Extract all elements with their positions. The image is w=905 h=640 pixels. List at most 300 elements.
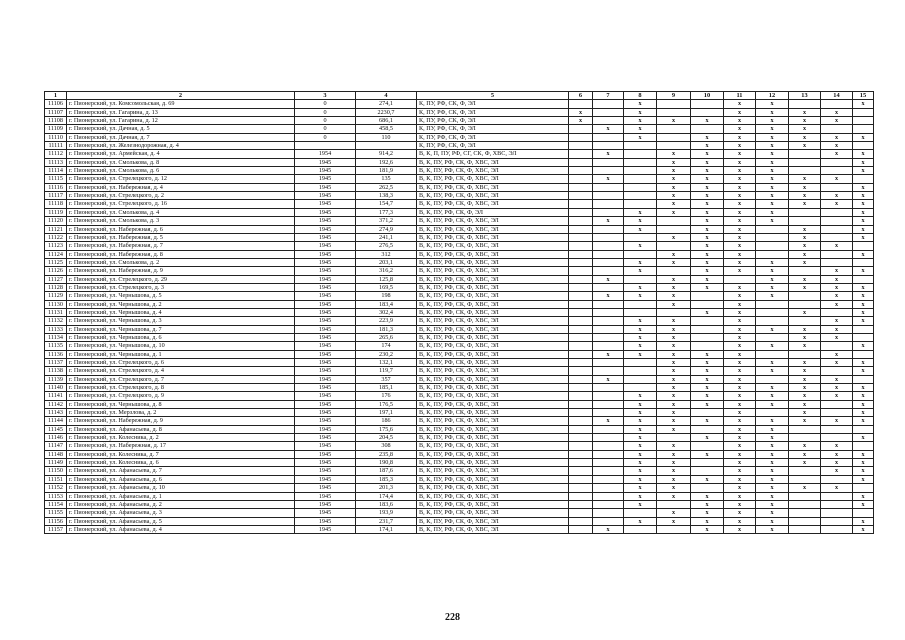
year-cell: 1945: [295, 425, 356, 433]
row-id-cell: 11119: [45, 208, 67, 216]
empty-cell: [657, 142, 691, 150]
mark-cell: x: [691, 517, 724, 525]
area-cell: 187,6: [356, 467, 417, 475]
empty-cell: [657, 525, 691, 533]
area-cell: 185,3: [356, 475, 417, 483]
year-cell: 1945: [295, 400, 356, 408]
year-cell: 1945: [295, 325, 356, 333]
year-cell: 1945: [295, 275, 356, 283]
empty-cell: [821, 509, 853, 517]
row-id-cell: 11121: [45, 225, 67, 233]
mark-cell: x: [853, 267, 874, 275]
empty-cell: [569, 375, 593, 383]
empty-cell: [624, 142, 657, 150]
mark-cell: x: [657, 400, 691, 408]
table-row: [45, 484, 874, 492]
elements-cell: В, К, ПУ, РФ, СК, Ф, ХВС, ЭЛ: [417, 517, 569, 525]
area-cell: 193,9: [356, 509, 417, 517]
address-cell: г. Пионерский, ул. Армейская, д. 4: [67, 150, 295, 158]
area-cell: 169,5: [356, 283, 417, 291]
row-id-cell: 11148: [45, 450, 67, 458]
row-id-cell: 11123: [45, 242, 67, 250]
empty-cell: [691, 108, 724, 116]
address-cell: г. Пионерский, ул. Набережная, д. 4: [67, 183, 295, 191]
year-cell: 1945: [295, 175, 356, 183]
empty-cell: [624, 158, 657, 166]
mark-cell: x: [724, 208, 756, 216]
address-cell: г. Пионерский, ул. Стрелецкого, д. 29: [67, 275, 295, 283]
year-cell: 1945: [295, 417, 356, 425]
mark-cell: x: [853, 384, 874, 392]
table-row: [45, 225, 874, 233]
empty-cell: [593, 384, 624, 392]
address-cell: г. Пионерский, ул. Смолькова, д. 3: [67, 217, 295, 225]
mark-cell: x: [724, 325, 756, 333]
mark-cell: x: [789, 275, 821, 283]
row-id-cell: 11124: [45, 250, 67, 258]
mark-cell: x: [691, 150, 724, 158]
empty-cell: [569, 258, 593, 266]
row-id-cell: 11146: [45, 434, 67, 442]
row-id-cell: 11150: [45, 467, 67, 475]
empty-cell: [691, 342, 724, 350]
elements-cell: В, К, ПУ, РФ, СК, Ф, ХВС, ЭЛ: [417, 325, 569, 333]
empty-cell: [569, 308, 593, 316]
mark-cell: x: [691, 367, 724, 375]
address-cell: г. Пионерский, ул. Набережная, д. 5: [67, 233, 295, 241]
mark-cell: x: [821, 317, 853, 325]
empty-cell: [593, 233, 624, 241]
row-id-cell: 11120: [45, 217, 67, 225]
table-row: [45, 275, 874, 283]
header-cell: 8: [624, 92, 657, 100]
table-row: [45, 167, 874, 175]
mark-cell: x: [756, 142, 789, 150]
mark-cell: x: [724, 100, 756, 108]
empty-cell: [821, 183, 853, 191]
empty-cell: [593, 442, 624, 450]
mark-cell: x: [821, 133, 853, 141]
elements-cell: В, К, ПУ, РФ, СК, Ф, ХВС, ЭЛ: [417, 200, 569, 208]
empty-cell: [691, 442, 724, 450]
mark-cell: x: [624, 475, 657, 483]
mark-cell: x: [789, 117, 821, 125]
mark-cell: x: [691, 359, 724, 367]
empty-cell: [569, 392, 593, 400]
mark-cell: x: [624, 417, 657, 425]
mark-cell: x: [691, 384, 724, 392]
empty-cell: [853, 509, 874, 517]
mark-cell: x: [756, 425, 789, 433]
empty-cell: [569, 200, 593, 208]
empty-cell: [853, 442, 874, 450]
area-cell: 174,4: [356, 492, 417, 500]
empty-cell: [657, 242, 691, 250]
empty-cell: [624, 150, 657, 158]
area-cell: 231,7: [356, 517, 417, 525]
empty-cell: [569, 475, 593, 483]
mark-cell: x: [724, 283, 756, 291]
row-id-cell: 11149: [45, 459, 67, 467]
mark-cell: x: [821, 142, 853, 150]
row-id-cell: 11145: [45, 425, 67, 433]
year-cell: 1945: [295, 217, 356, 225]
mark-cell: x: [593, 525, 624, 533]
empty-cell: [789, 158, 821, 166]
mark-cell: x: [724, 450, 756, 458]
empty-cell: [569, 484, 593, 492]
mark-cell: x: [756, 108, 789, 116]
empty-cell: [593, 367, 624, 375]
mark-cell: x: [821, 375, 853, 383]
empty-cell: [569, 350, 593, 358]
empty-cell: [569, 183, 593, 191]
mark-cell: x: [624, 108, 657, 116]
empty-cell: [569, 192, 593, 200]
elements-cell: В, К, ПУ, РФ, СК, Ф, ХВС, ЭЛ: [417, 509, 569, 517]
header-cell: 13: [789, 92, 821, 100]
mark-cell: x: [789, 242, 821, 250]
year-cell: 1945: [295, 283, 356, 291]
row-id-cell: 11133: [45, 325, 67, 333]
table-body: [45, 92, 874, 534]
empty-cell: [789, 217, 821, 225]
area-cell: 276,5: [356, 242, 417, 250]
mark-cell: x: [657, 333, 691, 341]
empty-cell: [569, 342, 593, 350]
empty-cell: [624, 167, 657, 175]
empty-cell: [593, 400, 624, 408]
header-cell: 15: [853, 92, 874, 100]
mark-cell: x: [657, 475, 691, 483]
mark-cell: x: [724, 417, 756, 425]
table-row: [45, 359, 874, 367]
year-cell: 1945: [295, 517, 356, 525]
area-cell: 203,1: [356, 258, 417, 266]
area-cell: 197,1: [356, 409, 417, 417]
area-cell: 174: [356, 342, 417, 350]
mark-cell: x: [789, 200, 821, 208]
mark-cell: x: [821, 242, 853, 250]
mark-cell: x: [853, 434, 874, 442]
mark-cell: x: [789, 325, 821, 333]
area-cell: 235,8: [356, 450, 417, 458]
mark-cell: x: [724, 233, 756, 241]
header-cell: 10: [691, 92, 724, 100]
row-id-cell: 11142: [45, 400, 67, 408]
mark-cell: x: [691, 183, 724, 191]
mark-cell: x: [724, 317, 756, 325]
empty-cell: [657, 225, 691, 233]
mark-cell: x: [756, 217, 789, 225]
empty-cell: [691, 100, 724, 108]
row-id-cell: 11112: [45, 150, 67, 158]
empty-cell: [691, 459, 724, 467]
empty-cell: [821, 367, 853, 375]
empty-cell: [657, 100, 691, 108]
area-cell: 192,6: [356, 158, 417, 166]
year-cell: 1945: [295, 300, 356, 308]
empty-cell: [624, 384, 657, 392]
empty-cell: [657, 217, 691, 225]
area-cell: 185,1: [356, 384, 417, 392]
empty-cell: [657, 267, 691, 275]
empty-cell: [624, 375, 657, 383]
elements-cell: В, К, ПУ, РФ, СК, Ф, ХВС, ЭЛ: [417, 467, 569, 475]
area-cell: 119,7: [356, 367, 417, 375]
table-row: [45, 434, 874, 442]
header-cell: 4: [356, 92, 417, 100]
table-row: [45, 217, 874, 225]
address-cell: г. Пионерский, ул. Чернышова, д. 1: [67, 350, 295, 358]
area-cell: 686,1: [356, 117, 417, 125]
mark-cell: x: [789, 375, 821, 383]
row-id-cell: 11111: [45, 142, 67, 150]
mark-cell: x: [657, 175, 691, 183]
empty-cell: [853, 325, 874, 333]
mark-cell: x: [789, 125, 821, 133]
empty-cell: [569, 167, 593, 175]
mark-cell: x: [756, 150, 789, 158]
mark-cell: x: [724, 409, 756, 417]
mark-cell: x: [657, 325, 691, 333]
address-cell: г. Пионерский, ул. Стрелецкого, д. 9: [67, 392, 295, 400]
mark-cell: x: [853, 409, 874, 417]
mark-cell: x: [624, 467, 657, 475]
empty-cell: [756, 300, 789, 308]
empty-cell: [569, 208, 593, 216]
empty-cell: [593, 467, 624, 475]
mark-cell: x: [657, 384, 691, 392]
empty-cell: [691, 292, 724, 300]
row-id-cell: 11147: [45, 442, 67, 450]
mark-cell: x: [691, 258, 724, 266]
empty-cell: [789, 208, 821, 216]
empty-cell: [853, 175, 874, 183]
address-cell: г. Пионерский, ул. Афанасьева, д. 4: [67, 525, 295, 533]
mark-cell: x: [789, 459, 821, 467]
table-row: [45, 492, 874, 500]
mark-cell: x: [724, 392, 756, 400]
address-cell: г. Пионерский, ул. Набережная, д. 8: [67, 250, 295, 258]
address-cell: г. Пионерский, ул. Колесника, д. 6: [67, 459, 295, 467]
empty-cell: [624, 183, 657, 191]
empty-cell: [853, 375, 874, 383]
mark-cell: x: [593, 375, 624, 383]
address-cell: г. Пионерский, ул. Афанасьева, д. 10: [67, 484, 295, 492]
empty-cell: [624, 175, 657, 183]
mark-cell: x: [724, 292, 756, 300]
empty-cell: [593, 484, 624, 492]
area-cell: 2230,7: [356, 108, 417, 116]
empty-cell: [821, 342, 853, 350]
row-id-cell: 11127: [45, 275, 67, 283]
mark-cell: x: [691, 283, 724, 291]
mark-cell: x: [691, 167, 724, 175]
area-cell: 223,9: [356, 317, 417, 325]
empty-cell: [724, 275, 756, 283]
row-id-cell: 11116: [45, 183, 67, 191]
empty-cell: [789, 500, 821, 508]
mark-cell: x: [853, 308, 874, 316]
row-id-cell: 11138: [45, 367, 67, 375]
table-row: [45, 392, 874, 400]
year-cell: 0: [295, 125, 356, 133]
mark-cell: x: [756, 450, 789, 458]
elements-cell: В, К, ПУ, РФ, СК, Ф, ЭЛ: [417, 208, 569, 216]
area-cell: 125,8: [356, 275, 417, 283]
area-cell: 132,1: [356, 359, 417, 367]
address-cell: г. Пионерский, ул. Чернышова, д. 7: [67, 325, 295, 333]
elements-cell: В, К, ПУ, РФ, СК, Ф, ХВС, ЭЛ: [417, 392, 569, 400]
address-cell: г. Пионерский, ул. Железнодорожная, д. 4: [67, 142, 295, 150]
mark-cell: x: [756, 509, 789, 517]
mark-cell: x: [691, 392, 724, 400]
elements-cell: В, К, ПУ, РФ, СК, Ф, ХВС, ЭЛ: [417, 375, 569, 383]
mark-cell: x: [624, 350, 657, 358]
empty-cell: [593, 250, 624, 258]
year-cell: 1945: [295, 492, 356, 500]
mark-cell: x: [756, 492, 789, 500]
table-row: [45, 342, 874, 350]
elements-cell: В, К, ПУ, РФ, СК, Ф, ХВС, ЭЛ: [417, 500, 569, 508]
address-cell: г. Пионерский, ул. Чернышова, д. 4: [67, 308, 295, 316]
year-cell: 1945: [295, 292, 356, 300]
empty-cell: [593, 242, 624, 250]
mark-cell: x: [756, 200, 789, 208]
address-cell: г. Пионерский, ул. Чернышова, д. 3: [67, 317, 295, 325]
area-cell: 201,3: [356, 484, 417, 492]
year-cell: 1945: [295, 258, 356, 266]
header-cell: 14: [821, 92, 853, 100]
empty-cell: [624, 509, 657, 517]
empty-cell: [593, 342, 624, 350]
elements-cell: В, К, ПУ, РФ, СК, Ф, ХВС, ЭЛ: [417, 475, 569, 483]
mark-cell: x: [724, 342, 756, 350]
document-sheet: [44, 91, 867, 534]
mark-cell: x: [657, 375, 691, 383]
empty-cell: [593, 459, 624, 467]
row-id-cell: 11113: [45, 158, 67, 166]
address-cell: г. Пионерский, ул. Комсомольская, д. 69: [67, 100, 295, 108]
elements-cell: К, ПУ, РФ, СК, Ф, ЭЛ: [417, 142, 569, 150]
mark-cell: x: [724, 175, 756, 183]
mark-cell: x: [657, 442, 691, 450]
mark-cell: x: [657, 300, 691, 308]
empty-cell: [821, 158, 853, 166]
area-cell: 241,1: [356, 233, 417, 241]
area-cell: 176: [356, 392, 417, 400]
mark-cell: x: [789, 484, 821, 492]
elements-cell: К, ПУ, РФ, СК, Ф, ЭЛ: [417, 108, 569, 116]
year-cell: 1945: [295, 200, 356, 208]
mark-cell: x: [724, 467, 756, 475]
area-cell: 316,2: [356, 267, 417, 275]
mark-cell: x: [624, 333, 657, 341]
year-cell: 1945: [295, 267, 356, 275]
empty-cell: [691, 300, 724, 308]
address-cell: г. Пионерский, ул. Колесника, д. 2: [67, 434, 295, 442]
table-row: [45, 425, 874, 433]
mark-cell: x: [691, 133, 724, 141]
address-cell: г. Пионерский, ул. Смолькова, д. 2: [67, 258, 295, 266]
year-cell: 1945: [295, 392, 356, 400]
year-cell: 1954: [295, 150, 356, 158]
mark-cell: x: [624, 283, 657, 291]
mark-cell: x: [657, 275, 691, 283]
elements-cell: В, К, ПУ, РФ, СК, Ф, ХВС, ЭЛ: [417, 233, 569, 241]
empty-cell: [593, 392, 624, 400]
address-cell: г. Пионерский, ул. Стрелецкого, д. 16: [67, 200, 295, 208]
mark-cell: x: [657, 283, 691, 291]
mark-cell: x: [789, 258, 821, 266]
empty-cell: [853, 142, 874, 150]
year-cell: 1945: [295, 442, 356, 450]
elements-cell: В, К, ПУ, РФ, СК, Ф, ХВС, ЭЛ: [417, 158, 569, 166]
empty-cell: [691, 325, 724, 333]
mark-cell: x: [853, 283, 874, 291]
empty-cell: [569, 325, 593, 333]
year-cell: 1945: [295, 158, 356, 166]
mark-cell: x: [657, 292, 691, 300]
table-row: [45, 133, 874, 141]
mark-cell: x: [821, 292, 853, 300]
mark-cell: x: [853, 450, 874, 458]
year-cell: 1945: [295, 225, 356, 233]
empty-cell: [624, 250, 657, 258]
address-cell: г. Пионерский, ул. Дачная, д. 5: [67, 125, 295, 133]
mark-cell: x: [657, 350, 691, 358]
mark-cell: x: [789, 333, 821, 341]
elements-cell: К, ПУ, РФ, СК, Ф, ЭЛ: [417, 133, 569, 141]
mark-cell: x: [789, 225, 821, 233]
empty-cell: [853, 108, 874, 116]
row-id-cell: 11115: [45, 175, 67, 183]
mark-cell: x: [724, 250, 756, 258]
mark-cell: x: [724, 267, 756, 275]
empty-cell: [756, 308, 789, 316]
mark-cell: x: [821, 442, 853, 450]
mark-cell: x: [724, 350, 756, 358]
mark-cell: x: [657, 258, 691, 266]
row-id-cell: 11118: [45, 200, 67, 208]
area-cell: 110: [356, 133, 417, 141]
mark-cell: x: [756, 434, 789, 442]
mark-cell: x: [657, 467, 691, 475]
mark-cell: x: [624, 267, 657, 275]
area-cell: 371,2: [356, 217, 417, 225]
mark-cell: x: [593, 150, 624, 158]
mark-cell: x: [624, 392, 657, 400]
empty-cell: [624, 300, 657, 308]
area-cell: 262,5: [356, 183, 417, 191]
mark-cell: x: [789, 367, 821, 375]
mark-cell: x: [756, 125, 789, 133]
empty-cell: [593, 225, 624, 233]
mark-cell: x: [691, 117, 724, 125]
empty-cell: [756, 375, 789, 383]
row-id-cell: 11151: [45, 475, 67, 483]
area-cell: 181,9: [356, 167, 417, 175]
empty-cell: [593, 142, 624, 150]
year-cell: 1945: [295, 208, 356, 216]
empty-cell: [593, 208, 624, 216]
mark-cell: x: [789, 250, 821, 258]
mark-cell: x: [624, 217, 657, 225]
area-cell: 230,2: [356, 350, 417, 358]
empty-cell: [593, 434, 624, 442]
mark-cell: x: [789, 442, 821, 450]
